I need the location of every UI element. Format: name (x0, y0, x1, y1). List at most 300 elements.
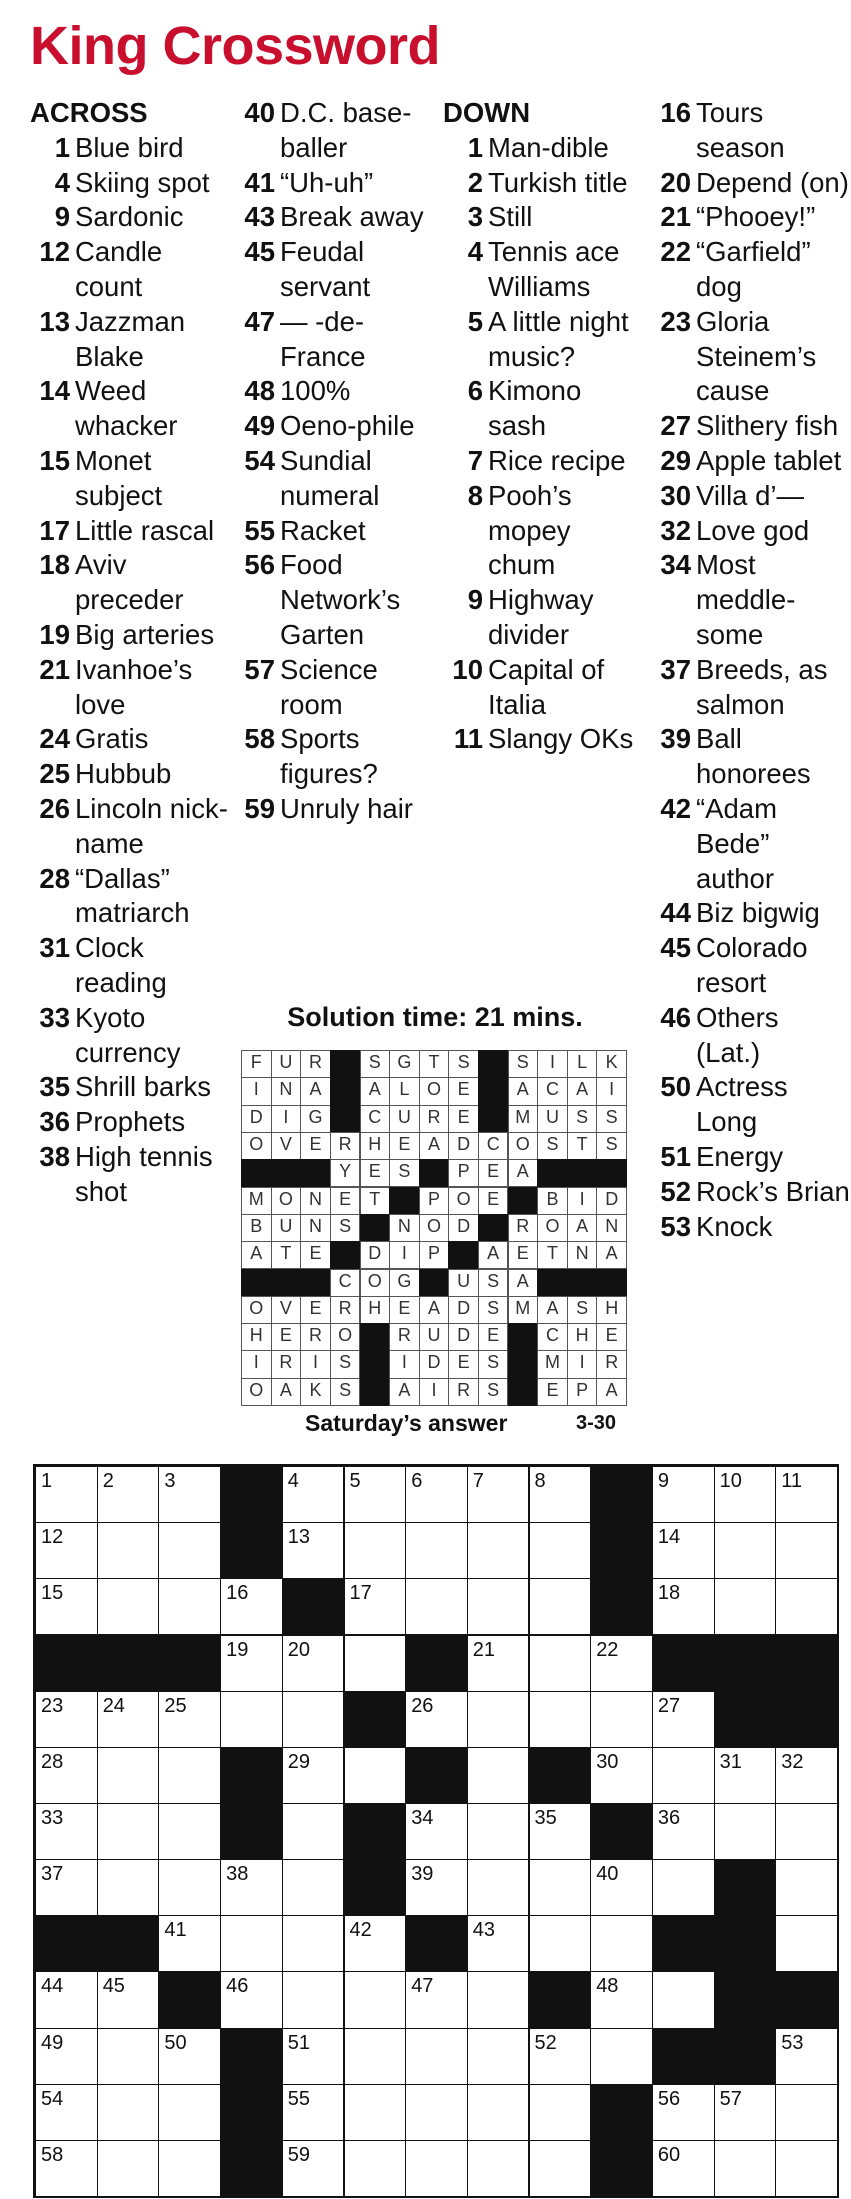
grid-cell[interactable] (467, 1915, 530, 1972)
clue-text: Tours season (696, 97, 785, 163)
clue-number: 57 (244, 653, 275, 685)
grid-cell[interactable] (282, 1915, 345, 1972)
grid-cell[interactable] (529, 1466, 592, 1523)
solution-cell: E (271, 1323, 302, 1351)
grid-cell[interactable] (220, 1635, 283, 1692)
grid-cell[interactable] (97, 1466, 160, 1523)
grid-cell[interactable] (714, 1466, 777, 1523)
grid-cell[interactable] (344, 2028, 407, 2085)
grid-cell[interactable] (529, 2028, 592, 2085)
clue-text: “Phooey!” (696, 201, 816, 233)
solution-cell: O (419, 1214, 450, 1242)
grid-cell[interactable] (529, 1578, 592, 1635)
grid-cell[interactable] (652, 1747, 715, 1804)
solution-block (389, 1187, 420, 1215)
grid-cell[interactable] (467, 1859, 530, 1916)
grid-cell[interactable] (344, 1578, 407, 1635)
across-clue (235, 96, 435, 166)
down-clue (443, 444, 643, 479)
solution-cell: A (360, 1077, 391, 1105)
grid-cell[interactable] (467, 1691, 530, 1748)
solution-cell: R (389, 1323, 420, 1351)
grid-cell[interactable] (590, 2028, 653, 2085)
cell-number: 14 (657, 1526, 681, 1549)
cell-number: 13 (287, 1526, 311, 1549)
solution-cell: U (419, 1323, 450, 1351)
solution-cell: A (508, 1159, 539, 1187)
clue-number: 35 (39, 1071, 70, 1103)
clue-number: 56 (244, 549, 275, 581)
solution-cell: P (419, 1187, 450, 1215)
grid-cell[interactable] (529, 1522, 592, 1579)
grid-cell[interactable] (590, 1635, 653, 1692)
grid-cell[interactable] (775, 1803, 838, 1860)
clue-text: Candle count (75, 236, 163, 302)
across-clue (235, 653, 435, 723)
solution-cell: S (537, 1132, 568, 1160)
clue-text: Still (488, 201, 533, 233)
solution-block (330, 1105, 361, 1133)
clue-number: 10 (452, 653, 483, 685)
clue-number: 49 (244, 410, 275, 442)
grid-cell[interactable] (714, 1803, 777, 1860)
grid-cell[interactable] (35, 2028, 98, 2085)
grid-cell[interactable] (344, 1635, 407, 1692)
grid-cell[interactable] (529, 2084, 592, 2141)
down-clue (443, 235, 643, 305)
grid-cell[interactable] (220, 1915, 283, 1972)
grid-cell[interactable] (714, 1747, 777, 1804)
grid-cell[interactable] (405, 1578, 468, 1635)
clue-number: 7 (467, 444, 483, 476)
grid-cell[interactable] (97, 2140, 160, 2197)
grid-cell[interactable] (97, 2084, 160, 2141)
grid-cell[interactable] (35, 1522, 98, 1579)
clue-text: Sardonic (75, 201, 184, 233)
solution-cell: G (389, 1050, 420, 1078)
grid-cell[interactable] (220, 1578, 283, 1635)
solution-cell: N (300, 1214, 331, 1242)
grid-cell[interactable] (97, 1859, 160, 1916)
clue-number: 16 (660, 97, 691, 128)
across-clue (235, 514, 435, 549)
down-clue (443, 583, 643, 653)
solution-cell: H (596, 1296, 627, 1324)
solution-cell: A (419, 1296, 450, 1324)
black-square (590, 2140, 653, 2197)
clue-number: 27 (660, 410, 691, 442)
solution-block (508, 1323, 539, 1351)
grid-cell[interactable] (220, 1691, 283, 1748)
grid-cell[interactable] (97, 1747, 160, 1804)
down-clue (650, 722, 850, 792)
grid-cell[interactable] (158, 1915, 221, 1972)
grid-cell[interactable] (344, 1466, 407, 1523)
grid-cell[interactable] (529, 1803, 592, 1860)
solution-cell: O (360, 1269, 391, 1297)
clue-text: Weed whacker (75, 375, 178, 442)
grid-cell[interactable] (158, 1859, 221, 1916)
cell-number: 46 (226, 1975, 249, 1998)
grid-cell[interactable] (282, 1747, 345, 1804)
solution-block (330, 1050, 361, 1078)
grid-cell[interactable] (282, 2028, 345, 2085)
across-header: ACROSS (30, 97, 148, 128)
solution-cell: S (389, 1159, 420, 1187)
solution-cell: I (567, 1350, 598, 1378)
solution-cell: A (537, 1296, 568, 1324)
solution-cell: R (330, 1296, 361, 1324)
grid-cell[interactable] (775, 1747, 838, 1804)
grid-cell[interactable] (405, 1691, 468, 1748)
grid-cell[interactable] (652, 1522, 715, 1579)
grid-cell[interactable] (405, 1466, 468, 1523)
clue-text: Break away (280, 201, 424, 233)
cell-number: 21 (472, 1638, 496, 1661)
cell-number: 50 (164, 2031, 187, 2054)
clue-number: 33 (39, 1001, 70, 1033)
black-square (220, 1803, 283, 1860)
down-clue (443, 131, 643, 166)
clue-text: Slangy OKs (488, 723, 634, 755)
grid-cell[interactable] (529, 1691, 592, 1748)
grid-cell[interactable] (714, 1578, 777, 1635)
grid-cell[interactable] (590, 1747, 653, 1804)
grid-cell[interactable] (405, 1803, 468, 1860)
clue-number: 1 (467, 131, 483, 163)
clue-number: 45 (660, 932, 691, 964)
black-square (97, 1915, 160, 1972)
grid-cell[interactable] (714, 2140, 777, 2197)
down-clue (650, 444, 850, 479)
across-clue (235, 374, 435, 409)
cell-number: 17 (349, 1582, 372, 1605)
grid-cell[interactable] (467, 2140, 530, 2197)
grid-cell[interactable] (344, 2140, 407, 2197)
clue-number: 34 (660, 549, 691, 581)
clue-number: 22 (660, 236, 691, 268)
clue-number: 58 (244, 723, 275, 755)
grid-cell[interactable] (775, 1522, 838, 1579)
black-square (652, 1635, 715, 1692)
grid-cell[interactable] (775, 1859, 838, 1916)
cell-number: 44 (41, 1975, 64, 1998)
grid-cell[interactable] (652, 1466, 715, 1523)
grid-cell[interactable] (220, 1859, 283, 1916)
grid-cell[interactable] (158, 1522, 221, 1579)
grid-cell[interactable] (35, 1691, 98, 1748)
cell-number: 9 (657, 1470, 670, 1492)
clue-number: 52 (660, 1175, 691, 1207)
across-clue (30, 548, 230, 618)
grid-cell[interactable] (467, 1578, 530, 1635)
clue-text: Lincoln nick-name (75, 792, 228, 859)
solution-cell: I (271, 1105, 302, 1133)
solution-cell: C (360, 1105, 391, 1133)
solution-block (360, 1214, 391, 1242)
cell-number: 56 (657, 2087, 681, 2110)
grid-cell[interactable] (282, 2140, 345, 2197)
solution-cell: P (419, 1241, 450, 1269)
grid-cell[interactable] (344, 1915, 407, 1972)
cell-number: 10 (719, 1470, 742, 1492)
black-square (405, 1635, 468, 1692)
solution-cell: E (448, 1350, 479, 1378)
grid-cell[interactable] (405, 2140, 468, 2197)
clue-number: 21 (39, 653, 70, 685)
cell-number: 57 (719, 2087, 742, 2110)
grid-cell[interactable] (282, 2084, 345, 2141)
clue-number: 45 (244, 236, 275, 268)
black-square (529, 1971, 592, 2028)
across-clue (30, 931, 230, 1001)
clue-number: 30 (660, 479, 691, 511)
cell-number: 25 (164, 1694, 187, 1717)
clue-text: Gloria Steinem’s cause (696, 305, 817, 407)
down-clue (443, 200, 643, 235)
across-clue (235, 235, 435, 305)
grid-cell[interactable] (97, 1578, 160, 1635)
grid-cell[interactable] (775, 2028, 838, 2085)
grid-cell[interactable] (467, 1466, 530, 1523)
solution-cell: E (508, 1241, 539, 1269)
solution-cell: N (271, 1077, 302, 1105)
grid-cell[interactable] (529, 1859, 592, 1916)
grid-cell[interactable] (158, 1803, 221, 1860)
grid-cell[interactable] (344, 2084, 407, 2141)
cell-number: 47 (411, 1975, 434, 1998)
clue-text: “Uh-uh” (280, 166, 374, 198)
solution-cell: S (478, 1269, 509, 1297)
grid-cell[interactable] (158, 1691, 221, 1748)
grid-cell[interactable] (97, 1803, 160, 1860)
grid-cell[interactable] (158, 2140, 221, 2197)
solution-block (330, 1077, 361, 1105)
black-square (344, 1691, 407, 1748)
grid-cell[interactable] (97, 2028, 160, 2085)
grid-cell[interactable] (405, 2028, 468, 2085)
black-square (220, 2140, 283, 2197)
clue-text: Most meddle-some (696, 549, 796, 650)
grid-cell[interactable] (35, 1803, 98, 1860)
grid-cell[interactable] (467, 1803, 530, 1860)
grid-cell[interactable] (590, 1691, 653, 1748)
cell-number: 42 (349, 1919, 372, 1942)
across-clue (30, 1070, 230, 1105)
grid-cell[interactable] (529, 1915, 592, 1972)
cell-number: 18 (657, 1582, 681, 1605)
clue-text: Breeds, as salmon (696, 653, 828, 720)
grid-cell[interactable] (158, 2028, 221, 2085)
solution-grid (241, 1050, 626, 1405)
clue-text: Kimono sash (488, 375, 582, 442)
grid-cell[interactable] (282, 1971, 345, 2028)
grid-cell[interactable] (282, 1635, 345, 1692)
down-clue (650, 166, 850, 201)
grid-cell[interactable] (97, 1971, 160, 2028)
grid-cell[interactable] (220, 1971, 283, 2028)
solution-cell: C (537, 1323, 568, 1351)
across-clue (235, 409, 435, 444)
grid-cell[interactable] (405, 1522, 468, 1579)
solution-cell: A (271, 1378, 302, 1406)
grid-cell[interactable] (344, 1522, 407, 1579)
black-square (590, 1578, 653, 1635)
solution-cell: A (567, 1077, 598, 1105)
black-square (405, 1747, 468, 1804)
clue-number: 48 (244, 375, 275, 407)
solution-cell: T (271, 1241, 302, 1269)
grid-cell[interactable] (714, 2084, 777, 2141)
grid-cell[interactable] (344, 1747, 407, 1804)
clue-text: Highway divider (488, 584, 594, 650)
solution-cell: R (419, 1105, 450, 1133)
down-clue (650, 548, 850, 652)
grid-cell[interactable] (35, 1971, 98, 2028)
grid-cell[interactable] (775, 1915, 838, 1972)
grid-cell[interactable] (405, 1971, 468, 2028)
black-square (344, 1859, 407, 1916)
grid-cell[interactable] (529, 2140, 592, 2197)
cell-number: 4 (287, 1470, 299, 1492)
grid-cell[interactable] (652, 1971, 715, 2028)
solution-cell: C (330, 1269, 361, 1297)
grid-cell[interactable] (467, 2084, 530, 2141)
cell-number: 19 (226, 1638, 249, 1661)
grid-cell[interactable] (529, 1635, 592, 1692)
grid-cell[interactable] (344, 1971, 407, 2028)
clue-text: A little night music? (488, 305, 629, 372)
solution-cell: I (389, 1241, 420, 1269)
grid-cell[interactable] (282, 1466, 345, 1523)
grid-cell[interactable] (405, 1859, 468, 1916)
solution-cell: H (360, 1132, 391, 1160)
clue-text: Knock (696, 1210, 773, 1242)
solution-block (537, 1269, 568, 1297)
across-clue (30, 374, 230, 444)
grid-cell[interactable] (35, 1859, 98, 1916)
black-square (714, 1859, 777, 1916)
cell-number: 5 (349, 1470, 361, 1492)
solution-cell: D (360, 1241, 391, 1269)
solution-cell: E (448, 1077, 479, 1105)
grid-cell[interactable] (35, 2140, 98, 2197)
solution-cell: M (508, 1105, 539, 1133)
puzzle-title: King Crossword (30, 16, 441, 76)
grid-cell[interactable] (97, 1522, 160, 1579)
cell-number: 58 (41, 2143, 64, 2166)
grid-cell[interactable] (467, 1747, 530, 1804)
solution-cell: O (241, 1296, 272, 1324)
crossword-grid (33, 1464, 839, 2198)
grid-cell[interactable] (714, 1522, 777, 1579)
solution-cell: O (241, 1378, 272, 1406)
grid-cell[interactable] (467, 1522, 530, 1579)
grid-cell[interactable] (282, 1803, 345, 1860)
cell-number: 3 (164, 1470, 176, 1492)
clue-number: 37 (660, 653, 691, 685)
grid-cell[interactable] (35, 1747, 98, 1804)
black-square (220, 1522, 283, 1579)
grid-cell[interactable] (158, 1466, 221, 1523)
clue-column-3 (443, 96, 643, 757)
grid-cell[interactable] (775, 1466, 838, 1523)
grid-cell[interactable] (467, 2028, 530, 2085)
grid-cell[interactable] (652, 1803, 715, 1860)
clue-text: Skiing spot (75, 166, 210, 198)
cell-number: 33 (41, 1806, 64, 1829)
solution-cell: R (300, 1323, 331, 1351)
grid-cell[interactable] (35, 1578, 98, 1635)
solution-cell: A (478, 1241, 509, 1269)
black-square (714, 1915, 777, 1972)
across-clue (30, 1140, 230, 1210)
clue-text: Jazzman Blake (75, 305, 186, 372)
clue-number: 47 (244, 305, 275, 337)
solution-cell: N (300, 1187, 331, 1215)
grid-cell[interactable] (652, 2084, 715, 2141)
clue-number: 6 (467, 375, 483, 407)
grid-cell[interactable] (775, 2084, 838, 2141)
clue-text: Actress Long (696, 1071, 788, 1138)
clue-text: Hubbub (75, 758, 172, 790)
solution-cell: L (567, 1050, 598, 1078)
solution-cell: S (448, 1050, 479, 1078)
grid-cell[interactable] (35, 2084, 98, 2141)
black-square (220, 2028, 283, 2085)
grid-cell[interactable] (652, 2140, 715, 2197)
solution-cell: N (389, 1214, 420, 1242)
grid-cell[interactable] (590, 1859, 653, 1916)
clue-text: Turkish title (488, 166, 628, 198)
grid-cell[interactable] (282, 1691, 345, 1748)
solution-cell: M (241, 1187, 272, 1215)
grid-cell[interactable] (775, 2140, 838, 2197)
grid-cell[interactable] (405, 2084, 468, 2141)
grid-cell[interactable] (158, 2084, 221, 2141)
black-square (775, 1691, 838, 1748)
black-square (714, 2028, 777, 2085)
grid-cell[interactable] (282, 1859, 345, 1916)
clue-number: 18 (39, 549, 70, 581)
clue-text: Rice recipe (488, 444, 626, 476)
solution-cell: S (596, 1105, 627, 1133)
grid-cell[interactable] (652, 1859, 715, 1916)
grid-cell[interactable] (35, 1466, 98, 1523)
solution-block (271, 1159, 302, 1187)
grid-cell[interactable] (158, 1747, 221, 1804)
black-square (714, 1635, 777, 1692)
clue-text: Pooh’s mopey chum (488, 479, 572, 581)
grid-cell[interactable] (158, 1578, 221, 1635)
black-square (714, 1971, 777, 2028)
grid-cell[interactable] (282, 1522, 345, 1579)
grid-cell[interactable] (652, 1691, 715, 1748)
clue-number: 59 (244, 792, 275, 824)
solution-block (330, 1241, 361, 1269)
grid-cell[interactable] (775, 1578, 838, 1635)
solution-cell: U (271, 1214, 302, 1242)
black-square (220, 1747, 283, 1804)
grid-cell[interactable] (467, 1635, 530, 1692)
grid-cell[interactable] (590, 1971, 653, 2028)
across-clue (235, 548, 435, 652)
grid-cell[interactable] (652, 1578, 715, 1635)
solution-cell: E (478, 1187, 509, 1215)
grid-cell[interactable] (467, 1971, 530, 2028)
grid-cell[interactable] (590, 1915, 653, 1972)
grid-cell[interactable] (97, 1691, 160, 1748)
